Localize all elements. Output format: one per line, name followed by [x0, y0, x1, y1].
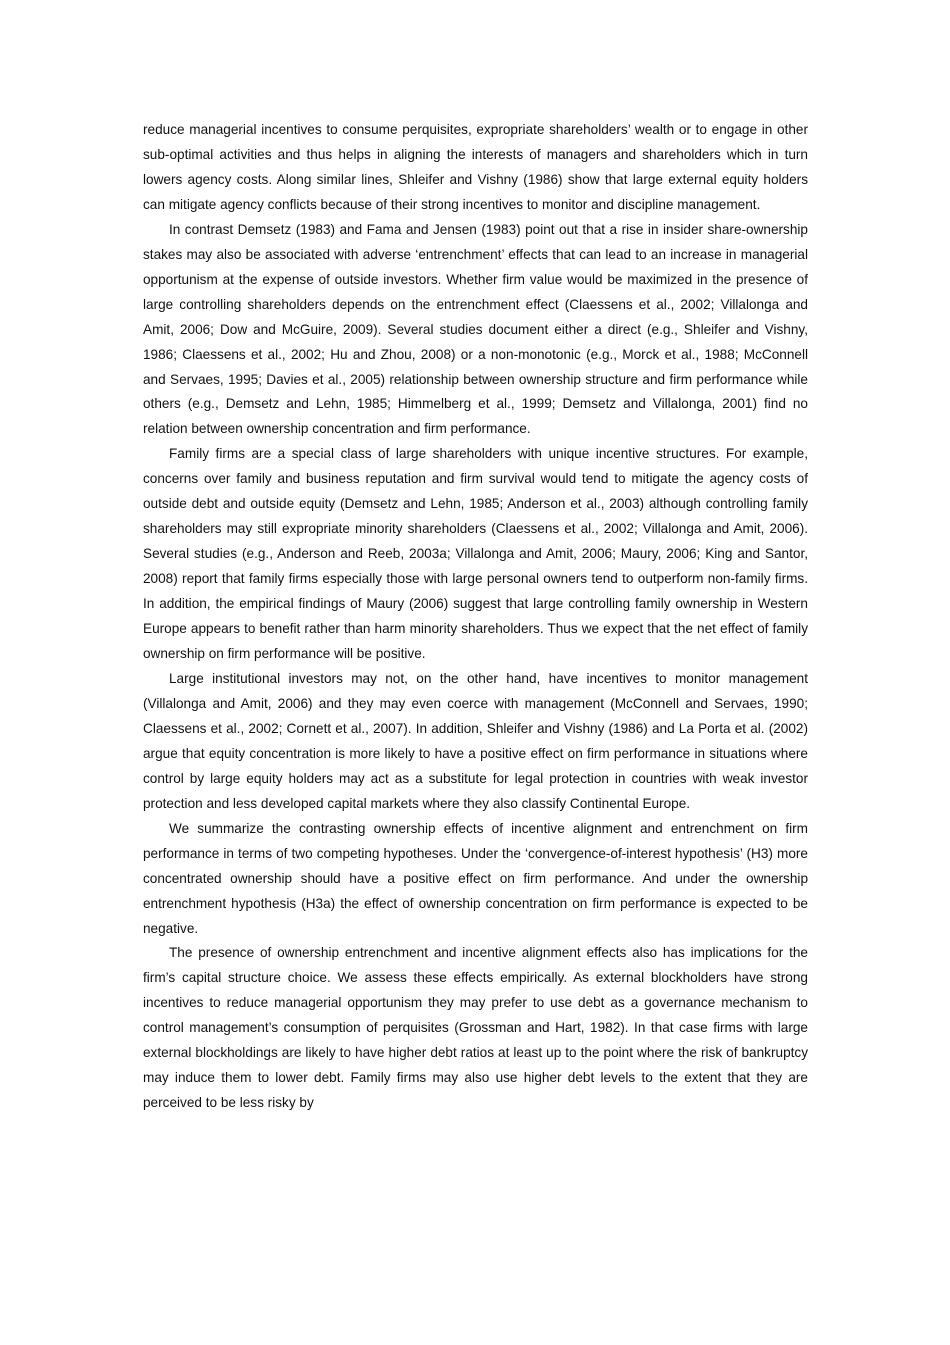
document-page: [143, 118, 808, 1116]
paragraph-2: In contrast Demsetz (1983) and Fama and Jensen (1983) point out that a rise in insider share-ownership stakes may also be associated with adverse ‘entrenchment’ effects that can lead to an increase in managerial opportunism at the expense of outside investors. Whether firm value would be maximized in the presence of large controlling shareholders depends on the entrenchment effect (Claessens et al., 2002; Villalonga and Amit, 2006; Dow and McGuire, 2009). Several studies document either a direct (e.g., Shleifer and Vishny, 1986; Claessens et al., 2002; Hu and Zhou, 2008) or a non-monotonic (e.g., Morck et al., 1988; McConnell and Servaes, 1995; Davies et al., 2005) relationship between ownership structure and firm performance while others (e.g., Demsetz and Lehn, 1985; Himmelberg et al., 1999; Demsetz and Villalonga, 2001) find no relation between ownership concentration and firm performance.: [143, 221, 808, 437]
paragraph-4: Large institutional investors may not, on the other hand, have incentives to monitor management (Villalonga and Amit, 2006) and they may even coerce with management (McConnell and Servaes, 1990; Claessens et al., 2002; Cornett et al., 2007). In addition, Shleifer and Vishny (1986) and La Porta et al. (2002) argue that equity concentration is more likely to have a positive effect on firm performance in situations where control by large equity holders may act as a substitute for legal protection in countries with weak investor protection and less developed capital markets where they also classify Continental Europe.: [143, 670, 808, 811]
paragraph-6: The presence of ownership entrenchment and incentive alignment effects also has implications for the firm’s capital structure choice. We assess these effects empirically. As external blockholders have strong incentives to reduce managerial opportunism they may prefer to use debt as a governance mechanism to control management’s consumption of perquisites (Grossman and Hart, 1982). In that case firms with large external blockholdings are likely to have higher debt ratios at least up to the point where the risk of bankruptcy may induce them to lower debt. Family firms may also use higher debt levels to the extent that they are perceived to be less risky by: [143, 945, 808, 1111]
paragraph-5: We summarize the contrasting ownership effects of incentive alignment and entrenchment on firm performance in terms of two competing hypotheses. Under the ‘convergence-of-interest hypothesis’ (H3) more concentrated ownership should have a positive effect on firm performance. And under the ownership entrenchment hypothesis (H3a) the effect of ownership concentration on firm performance is expected to be negative.: [143, 820, 808, 936]
paragraph-3: Family firms are a special class of large shareholders with unique incentive structures. For example, concerns over family and business reputation and firm survival would tend to mitigate the agency costs of outside debt and outside equity (Demsetz and Lehn, 1985; Anderson et al., 2003) although controlling family shareholders may still expropriate minority shareholders (Claessens et al., 2002; Villalonga and Amit, 2006). Several studies (e.g., Anderson and Reeb, 2003a; Villalonga and Amit, 2006; Maury, 2006; King and Santor, 2008) report that family firms especially those with large personal owners tend to outperform non-family firms. In addition, the empirical findings of Maury (2006) suggest that large controlling family ownership in Western Europe appears to benefit rather than harm minority shareholders. Thus we expect that the net effect of family ownership on firm performance will be positive.: [143, 446, 808, 662]
paragraph-1: reduce managerial incentives to consume perquisites, expropriate shareholders’ wealth or to engage in other sub-optimal activities and thus helps in aligning the interests of managers and shareholders which in turn lowers agency costs. Along similar lines, Shleifer and Vishny (1986) show that large external equity holders can mitigate agency conflicts because of their strong incentives to monitor and discipline management.: [143, 122, 808, 212]
